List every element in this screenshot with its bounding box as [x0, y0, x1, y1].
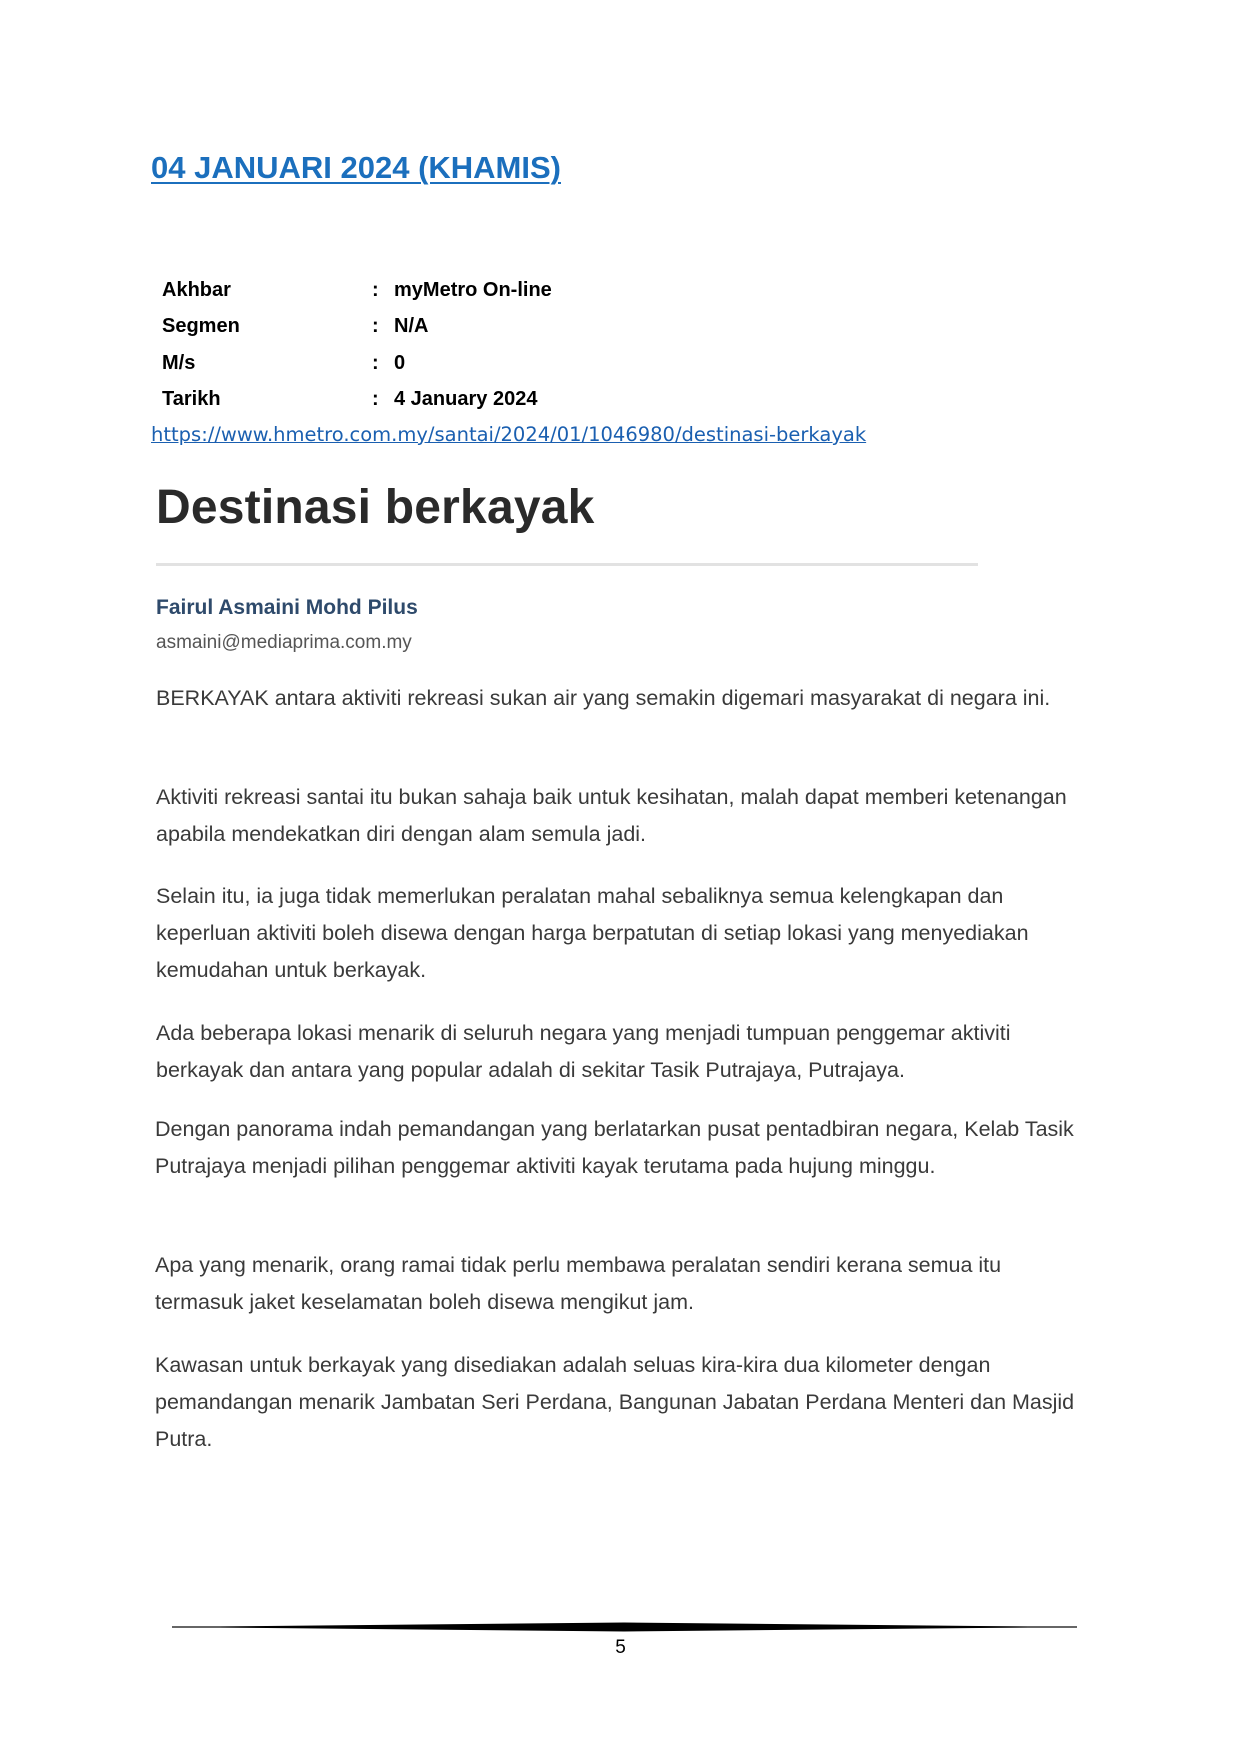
metadata-separator: : — [372, 351, 379, 374]
metadata-separator: : — [372, 278, 379, 301]
metadata-separator: : — [372, 388, 379, 411]
article-paragraph: Ada beberapa lokasi menarik di seluruh negara yang menjadi tumpuan penggemar aktiviti berkayak dan antara yang popular adalah di sekitar Tasik Putrajaya, Putrajaya. — [156, 1021, 1011, 1082]
metadata-label: Segmen — [162, 315, 240, 338]
footer-divider — [172, 1621, 1077, 1633]
metadata-row-akhbar — [162, 272, 552, 309]
metadata-value: 4 January 2024 — [394, 388, 538, 411]
metadata-row-segmen — [162, 309, 552, 346]
metadata-label: Tarikh — [162, 388, 221, 411]
metadata-label: Akhbar — [162, 278, 231, 301]
article-paragraph: Selain itu, ia juga tidak memerlukan peralatan mahal sebaliknya semua kelengkapan dan keperluan aktiviti boleh disewa dengan harga berpatutan di setiap lokasi yang menyediakan kemudahan untuk berkayak. — [156, 884, 1029, 982]
metadata-row-ms — [162, 345, 552, 382]
article-clipping — [140, 470, 1100, 1460]
metadata-row-tarikh — [162, 382, 552, 419]
article-paragraph: Dengan panorama indah pemandangan yang berlatarkan pusat pentadbiran negara, Kelab Tasik Putrajaya menjadi pilihan penggemar aktiviti kayak terutama pada hujung minggu. — [155, 1117, 1074, 1178]
article-paragraph: Apa yang menarik, orang ramai tidak perlu membawa peralatan sendiri kerana semua itu termasuk jaket keselamatan boleh disewa mengikut jam. — [155, 1253, 1002, 1314]
date-heading: 04 JANUARI 2024 (KHAMIS) — [151, 150, 561, 185]
metadata-value: N/A — [394, 315, 429, 338]
article-paragraph: Aktiviti rekreasi santai itu bukan sahaja baik untuk kesihatan, malah dapat memberi ketenangan apabila mendekatkan diri dengan alam semula jadi. — [156, 785, 1067, 846]
article-paragraph: Kawasan untuk berkayak yang disediakan adalah seluas kira-kira dua kilometer dengan pemandangan menarik Jambatan Seri Perdana, Bangunan Jabatan Perdana Menteri dan Masjid Putra. — [155, 1353, 1075, 1451]
title-divider — [156, 563, 978, 566]
source-url-link[interactable]: https://www.hmetro.com.my/santai/2024/01/1046980/destinasi-berkayak — [151, 423, 867, 446]
metadata-value: 0 — [394, 351, 406, 374]
metadata-table — [162, 272, 552, 418]
article-author: Fairul Asmaini Mohd Pilus — [156, 596, 418, 619]
article-title: Destinasi berkayak — [156, 481, 595, 534]
author-email: asmaini@mediaprima.com.my — [156, 632, 412, 653]
metadata-label: M/s — [162, 351, 196, 374]
metadata-value: myMetro On-line — [394, 278, 552, 301]
metadata-separator: : — [372, 315, 379, 338]
article-paragraph: BERKAYAK antara aktiviti rekreasi sukan air yang semakin digemari masyarakat di negara ini. — [156, 686, 1051, 710]
page-number: 5 — [615, 1637, 626, 1658]
